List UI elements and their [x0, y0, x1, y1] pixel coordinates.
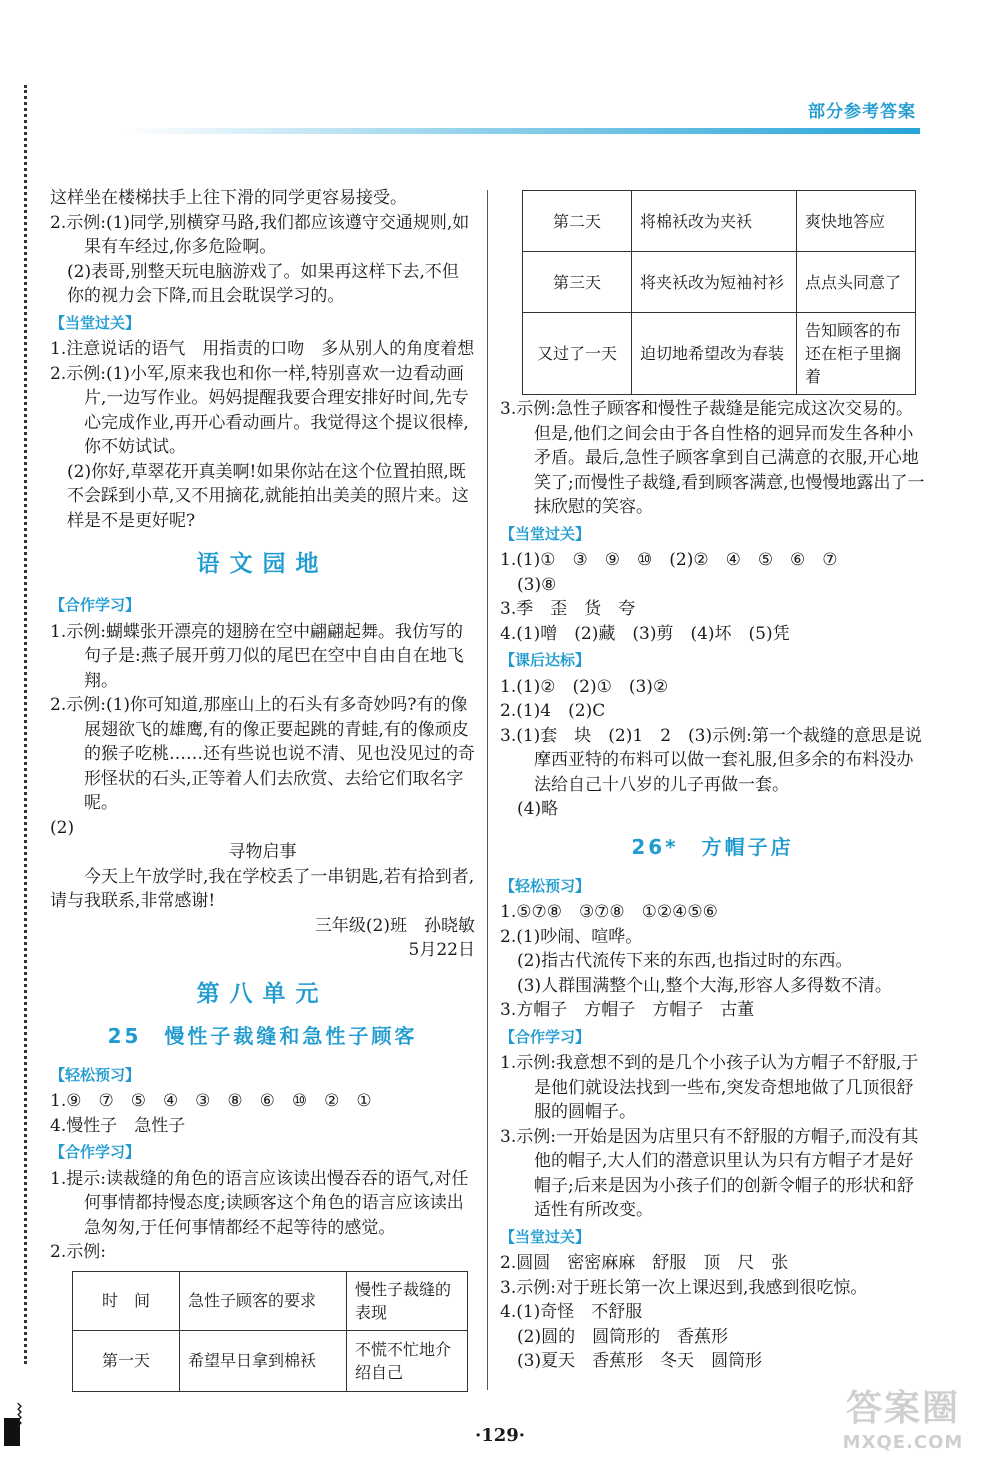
answer-text: (3)⑧: [517, 574, 557, 595]
table-row: [73, 1271, 468, 1330]
answer-text: 3.示例:一开始是因为店里只有不舒服的方帽子,而没有其他的帽子,大人们的潜意识里认为只有方帽子才是好帽子;后来是因为小孩子们的创新令帽子的形状和舒适性有所改变。: [500, 1126, 919, 1220]
answer-text: (4)略: [517, 799, 559, 819]
answer-text: (2)表哥,别整天玩电脑游戏了。如果再这样下去,不但你的视力会下降,而且会耽误学习的。: [67, 261, 459, 306]
lesson-heading: 26* 方帽子店: [631, 834, 794, 859]
answer-text: (3)夏天 香蕉形 冬天 圆筒形: [517, 1351, 763, 1371]
comparison-table-part2: [522, 190, 916, 395]
answer-text: 3.示例:急性子顾客和慢性子裁缝是能完成这次交易的。但是,他们之间会由于各自性格的迥异而发生各种小矛盾。最后,急性子顾客拿到自己满意的衣服,开心地笑了;而慢性子裁缝,看到顾客满意,也慢慢地露出了一抹欣慰的笑容。: [500, 399, 925, 517]
answer-text: 3.方帽子 方帽子 方帽子 古董: [500, 1000, 755, 1020]
notice-date: 5月22日: [408, 940, 475, 960]
table-cell: 第三天: [523, 252, 632, 313]
table-row: [523, 252, 916, 313]
answer-text: 4.(1)噌 (2)藏 (3)剪 (4)坏 (5)凭: [500, 623, 790, 644]
table-header-cell: 时 间: [73, 1271, 180, 1330]
lesson-heading: 25 慢性子裁缝和急性子顾客: [107, 1023, 418, 1048]
notice-body: 今天上午放学时,我在学校丢了一串钥匙,若有拾到者,请与我联系,非常感谢!: [50, 866, 475, 911]
table-cell: 又过了一天: [523, 313, 632, 395]
table-row: [523, 191, 916, 252]
table-row: [73, 1330, 468, 1391]
answer-text: 1.⑨ ⑦ ⑤ ④ ③ ⑧ ⑥ ⑩ ② ①: [50, 1091, 372, 1111]
section-tag: 【轻松预习】: [500, 876, 591, 895]
answer-text: 1.示例:我意想不到的是几个小孩子认为方帽子不舒服,于是他们就设法找到一些布,突发奇想地做了几顶很舒服的圆帽子。: [500, 1053, 919, 1122]
table-cell: 爽快地答应: [797, 191, 916, 252]
unit-heading: 第八单元: [196, 980, 329, 1007]
answer-text: 2.(1)吵闹、喧哗。: [500, 926, 643, 947]
watermark-logo: [828, 1386, 978, 1466]
table-cell: 希望早日拿到棉袄: [180, 1330, 347, 1391]
answer-text: 3.季 歪 货 夸: [500, 599, 636, 619]
answer-text: 1.示例:蝴蝶张开漂亮的翅膀在空中翩翩起舞。我仿写的句子是:燕子展开剪刀似的尾巴在空中自由自在地飞翔。: [50, 621, 464, 691]
table-cell: 迫切地希望改为春装: [632, 313, 797, 395]
watermark-url: MXQE.COM: [842, 1432, 964, 1453]
answer-text: 2.示例:(1)同学,别横穿马路,我们都应该遵守交通规则,如果有车经过,你多危险啊。: [50, 212, 470, 257]
section-tag: 【当堂过关】: [50, 313, 141, 332]
answer-text: 2.圆圆 密密麻麻 舒服 顶 尺 张: [500, 1253, 789, 1273]
answer-text: (2): [50, 817, 75, 838]
comparison-table-part1: [72, 1271, 468, 1392]
left-column: [50, 186, 475, 1392]
answer-text: 2.示例:(1)你可知道,那座山上的石头有多奇妙吗?有的像展翅欲飞的雄鹰,有的像正要起跳的青蛙,有的像顽皮的猴子吃桃……还有些说也说不清、见也没见过的奇形怪状的石头,正等着人们去欣赏、去给它们取名字呢。: [50, 695, 475, 813]
answer-text: 2.示例:: [50, 1242, 106, 1262]
table-row: [523, 313, 916, 395]
answer-text: 这样坐在楼梯扶手上往下滑的同学更容易接受。: [50, 188, 407, 208]
section-tag: 【合作学习】: [50, 596, 141, 614]
table-cell: 将棉袄改为夹袄: [632, 191, 797, 252]
right-column: [500, 186, 925, 1374]
watermark-text: 答案圈: [845, 1388, 960, 1429]
table-cell: 不慌不忙地介绍自己: [347, 1330, 468, 1391]
answer-text: 2.(1)4 (2)C: [500, 701, 606, 721]
table-header-cell: 急性子顾客的要求: [180, 1271, 347, 1330]
answer-text: 3.示例:对于班长第一次上课迟到,我感到很吃惊。: [500, 1277, 868, 1298]
header-gradient-bar: [125, 128, 920, 134]
answer-text: 1.(1)② (2)① (3)②: [500, 676, 669, 697]
answer-text: 1.⑤⑦⑧ ③⑦⑧ ①②④⑤⑥: [500, 902, 718, 922]
page-number: ·129·: [474, 1425, 526, 1446]
table-cell: 第一天: [73, 1330, 180, 1391]
section-tag: 【课后达标】: [500, 651, 591, 669]
answer-text: 4.慢性子 急性子: [50, 1115, 186, 1136]
corner-arc-icon: ⧘: [16, 1395, 24, 1435]
table-cell: 告知顾客的布还在柜子里搁着: [797, 313, 916, 395]
notice-title: 寻物启事: [228, 842, 297, 862]
notice-signature: 三年级(2)班 孙晓敏: [314, 915, 475, 936]
answer-text: 4.(1)奇怪 不舒服: [500, 1302, 643, 1322]
answer-text: (3)人群围满整个山,整个大海,形容人多得数不清。: [517, 975, 892, 996]
table-cell: 点点头同意了: [797, 252, 916, 313]
table-header-cell: 慢性子裁缝的表现: [347, 1271, 468, 1330]
answer-text: 1.(1)① ③ ⑨ ⑩ (2)② ④ ⑤ ⑥ ⑦: [500, 550, 838, 570]
section-heading: 语文园地: [196, 551, 329, 577]
answer-text: 2.示例:(1)小军,原来我也和你一样,特别喜欢一边看动画片,一边写作业。妈妈提醒我要合理安排好时间,先专心完成作业,再开心看动画片。我觉得这个提议很棒,你不妨试试。: [50, 363, 469, 457]
table-cell: 第二天: [523, 191, 632, 252]
table-cell: 将夹袄改为短袖衬衫: [632, 252, 797, 313]
section-tag: 【合作学习】: [50, 1143, 141, 1161]
section-tag: 【合作学习】: [500, 1027, 591, 1046]
answer-text: 1.提示:读裁缝的角色的语言应该读出慢吞吞的语气,对任何事情都持慢态度;读顾客这个角色的语言应该读出急匆匆,于任何事情都经不起等待的感觉。: [50, 1168, 469, 1238]
answer-text: (2)圆的 圆筒形的 香蕉形: [517, 1326, 729, 1347]
answer-text: 3.(1)套 块 (2)1 2 (3)示例:第一个裁缝的意思是说摩西亚特的布料可以做一套礼服,但多余的布料没办法给自己十八岁的儿子再做一套。: [500, 725, 922, 795]
section-tag: 【当堂过关】: [500, 1227, 591, 1246]
header-title: 部分参考答案: [808, 102, 916, 122]
binding-dotted-line: [24, 85, 27, 1364]
section-tag: 【轻松预习】: [50, 1065, 141, 1084]
answer-text: (2)你好,草翠花开真美啊!如果你站在这个位置拍照,既不会踩到小草,又不用摘花,就能拍出美美的照片来。这样是不是更好呢?: [67, 461, 469, 531]
column-divider: [487, 190, 488, 1390]
answer-text: (2)指古代流传下来的东西,也指过时的东西。: [517, 951, 853, 971]
answer-text: 1.注意说话的语气 用指责的口吻 多从别人的角度着想: [50, 339, 475, 359]
section-tag: 【当堂过关】: [500, 524, 591, 543]
